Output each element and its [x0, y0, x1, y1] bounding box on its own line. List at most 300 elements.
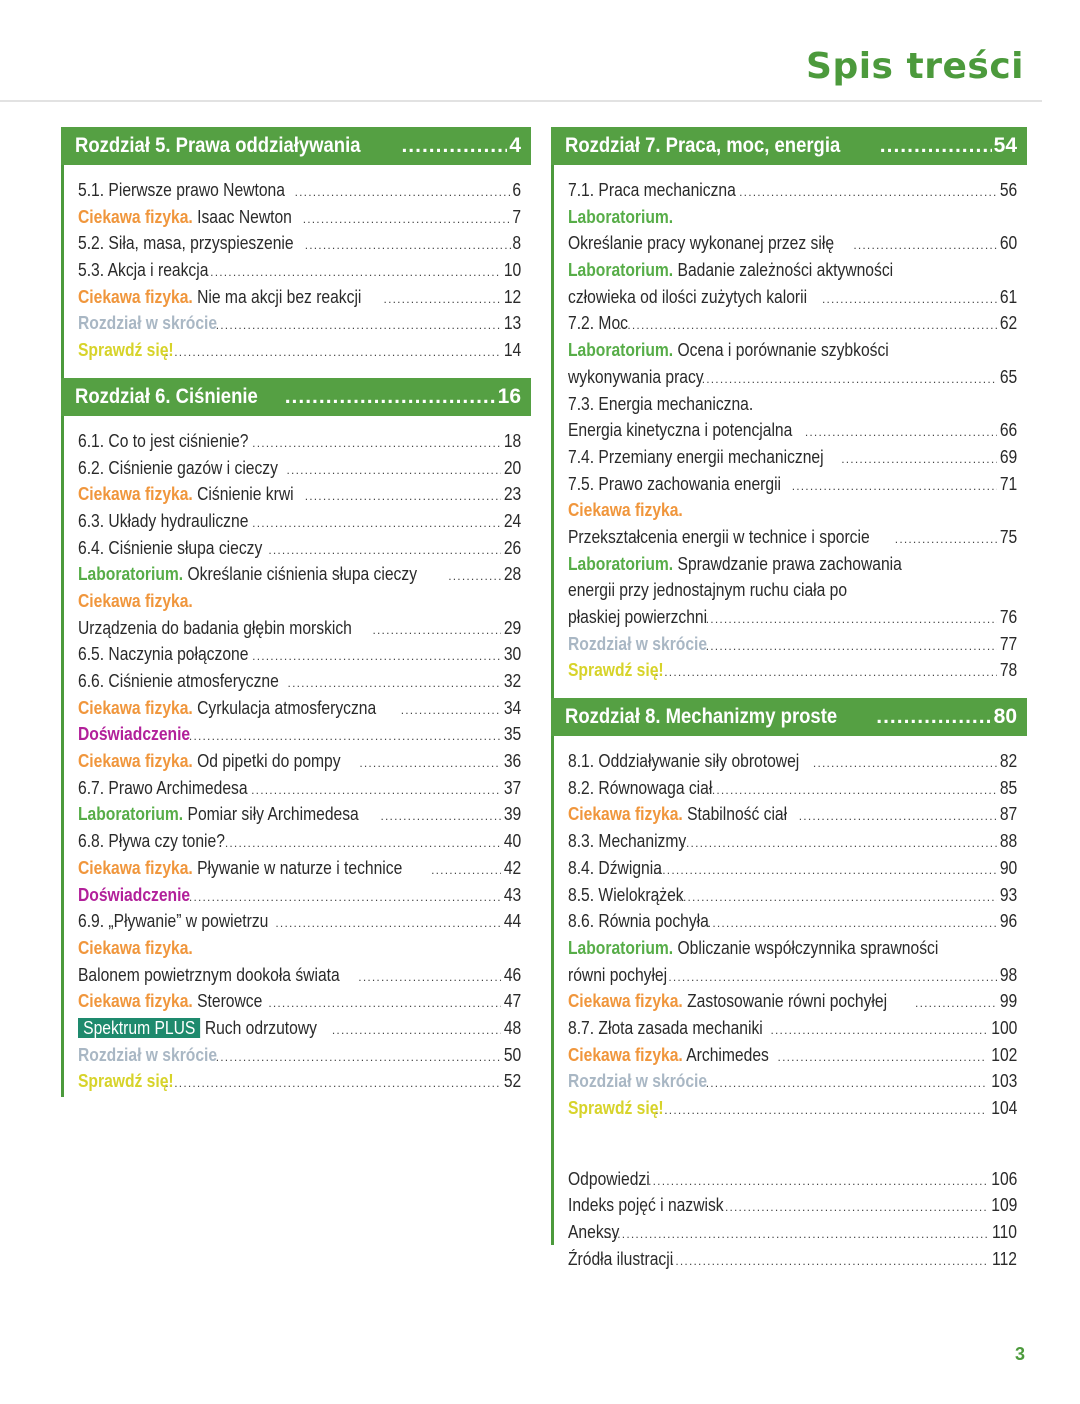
entry-text-wrap	[78, 337, 174, 364]
entry-text-wrap	[78, 935, 193, 962]
entry-page-number: 34	[503, 697, 521, 718]
dot-leader	[184, 723, 500, 748]
toc-entry[interactable]	[78, 695, 521, 722]
toc-entry[interactable]	[568, 962, 1017, 989]
dot-leader	[853, 232, 996, 257]
dot-leader	[822, 286, 997, 311]
dot-leader	[702, 366, 997, 391]
toc-entry[interactable]	[568, 657, 1017, 684]
toc-entry[interactable]	[568, 801, 1017, 828]
entry-text-wrap	[568, 1219, 619, 1246]
toc-entry[interactable]	[78, 337, 521, 364]
laboratorium-label: Laboratorium.	[568, 340, 674, 361]
toc-entry[interactable]	[568, 1192, 1017, 1219]
toc-entry[interactable]	[568, 310, 1017, 337]
entry-title: 7.5. Prawo zachowania energii	[568, 473, 782, 494]
toc-entry[interactable]	[568, 631, 1017, 658]
chapter-entries	[64, 416, 531, 1109]
chapter-page-number: 54	[993, 134, 1017, 157]
entry-title: płaskiej powierzchni	[568, 607, 708, 627]
entry-text-wrap	[568, 444, 824, 471]
toc-entry[interactable]	[78, 988, 521, 1015]
entry-page-number: 40	[503, 831, 521, 852]
entry-title: Energia kinetyczna i potencjalna	[568, 420, 793, 441]
toc-entry[interactable]	[78, 284, 521, 311]
entry-title: 7.2. Moc	[568, 313, 628, 334]
toc-entry[interactable]	[568, 444, 1017, 471]
entry-page-number: 104	[990, 1098, 1017, 1118]
entry-title: Archimedes	[682, 1044, 769, 1065]
dot-leader	[725, 1194, 987, 1219]
entry-text-wrap	[568, 748, 799, 775]
chapter-header[interactable]	[551, 127, 1027, 165]
chapter-page-number: 4	[509, 134, 521, 157]
chapter-title: Rozdział 8. Mechanizmy proste	[565, 705, 838, 729]
dot-leader	[252, 643, 501, 668]
entry-title: 8.3. Mechanizmy	[568, 831, 687, 852]
dot-leader	[678, 884, 996, 909]
toc-entry[interactable]	[78, 508, 521, 535]
dot-leader	[706, 633, 997, 658]
dot-leader	[706, 606, 997, 631]
toc-entry[interactable]	[568, 230, 1017, 257]
dot-leader	[359, 750, 500, 775]
entry-page-number: 14	[503, 340, 521, 361]
toc-entry[interactable]	[78, 535, 521, 562]
entry-page-number: 44	[503, 911, 521, 932]
toc-entry[interactable]	[568, 988, 1017, 1015]
entry-title: 6.5. Naczynia połączone	[78, 644, 249, 665]
entry-text-wrap	[568, 828, 686, 855]
dot-leader	[770, 1017, 986, 1042]
dot-leader	[655, 1097, 986, 1122]
dot-leader	[288, 670, 501, 695]
entry-text-wrap	[78, 668, 279, 695]
entry-page-number: 109	[990, 1195, 1017, 1216]
entry-text-wrap	[568, 657, 664, 684]
entry-title: Obliczanie współczynnika sprawności	[673, 937, 939, 958]
toc-entry[interactable]	[568, 1166, 1017, 1193]
dot-leader	[252, 430, 501, 455]
entry-page-number: 23	[503, 484, 521, 505]
dot-leader	[655, 659, 997, 684]
toc-entry[interactable]	[78, 668, 521, 695]
laboratorium-label: Laboratorium.	[568, 260, 674, 281]
entry-title: Określanie pracy wykonanej przez siłę	[568, 233, 835, 254]
toc-entry[interactable]	[568, 337, 1017, 364]
entry-page-number: 7	[512, 206, 521, 227]
entry-text-wrap	[568, 1246, 673, 1273]
entry-text-wrap	[568, 577, 847, 604]
entry-text-wrap	[78, 508, 248, 535]
entry-text-wrap	[568, 230, 834, 257]
toc-entry[interactable]	[78, 828, 521, 855]
entry-page-number: 65	[999, 366, 1017, 387]
entry-text-wrap	[78, 775, 248, 802]
toc-entry[interactable]	[568, 908, 1017, 935]
entry-text-wrap	[568, 310, 628, 337]
toc-entry[interactable]	[568, 882, 1017, 909]
ciekawa-fizyka-label: Ciekawa fizyka.	[568, 1044, 683, 1065]
entry-text-wrap	[78, 801, 359, 828]
chapter-header[interactable]	[61, 378, 531, 416]
entry-title: Pomiar siły Archimedesa	[183, 804, 359, 825]
toc-entry[interactable]	[568, 177, 1017, 204]
toc-entry[interactable]	[78, 230, 521, 257]
entry-title: Źródła ilustracji	[568, 1248, 674, 1269]
entry-page-number: 52	[503, 1071, 521, 1092]
entry-text-wrap	[78, 535, 262, 562]
dot-leader	[225, 830, 501, 855]
dot-leader	[332, 1017, 501, 1042]
sprawdz-sie-label: Sprawdź się!	[78, 1071, 174, 1092]
rozdzial-w-skrocie-label: Rozdział w skrócie	[78, 1044, 218, 1065]
dot-leader	[653, 857, 997, 882]
toc-entry[interactable]	[78, 1068, 521, 1095]
entry-title: Indeks pojęć i nazwisk	[568, 1195, 724, 1216]
ciekawa-fizyka-label: Ciekawa fizyka.	[78, 857, 193, 878]
entry-title: 8.2. Równowaga ciał	[568, 777, 713, 798]
entry-page-number: 10	[503, 260, 521, 281]
toc-entry[interactable]	[78, 748, 521, 775]
dot-leader	[216, 312, 501, 337]
page-number: 3	[1014, 1344, 1025, 1364]
dot-leader	[303, 206, 511, 231]
entry-title: 6.4. Ciśnienie słupa cieczy	[78, 537, 263, 558]
doswiadczenie-label: Doświadczenie	[78, 724, 191, 745]
chapter-entries	[554, 736, 1027, 1136]
entry-page-number: 110	[992, 1222, 1017, 1243]
entry-title: równi pochyłej	[568, 964, 668, 985]
toc-entry[interactable]	[568, 935, 1017, 962]
entry-text-wrap	[568, 1042, 769, 1069]
dot-leader	[165, 1070, 501, 1095]
entry-title: Sterowce	[192, 991, 263, 1012]
toc-entry[interactable]	[78, 257, 521, 284]
toc-entry[interactable]	[78, 775, 521, 802]
toc-entry[interactable]	[568, 1246, 1017, 1273]
entry-page-number: 69	[999, 446, 1017, 467]
ciekawa-fizyka-label: Ciekawa fizyka.	[78, 286, 193, 307]
entry-page-number: 75	[999, 526, 1017, 547]
entry-page-number: 102	[990, 1044, 1017, 1065]
entry-page-number: 42	[503, 857, 521, 878]
toc-entry[interactable]	[568, 497, 1017, 524]
toc-column-right	[551, 127, 1027, 1269]
entry-title: Urządzenia do badania głębin morskich	[78, 617, 352, 638]
toc-entry[interactable]	[78, 204, 521, 231]
toc-entry[interactable]	[568, 577, 1017, 604]
toc-entry[interactable]	[78, 428, 521, 455]
entry-text-wrap	[568, 604, 707, 631]
dot-leader	[268, 990, 500, 1015]
entry-page-number: 12	[503, 286, 521, 307]
toc-entry[interactable]	[78, 801, 521, 828]
entry-page-number: 46	[503, 964, 521, 985]
entry-title: 8.1. Oddziaływanie siły obrotowej	[568, 751, 800, 772]
entry-page-number: 29	[503, 617, 521, 638]
entry-title: 8.5. Wielokrążek	[568, 884, 684, 905]
toc-entry[interactable]	[568, 1015, 1017, 1042]
rozdzial-w-skrocie-label: Rozdział w skrócie	[568, 633, 708, 654]
ciekawa-fizyka-label: Ciekawa fizyka.	[78, 991, 193, 1012]
chapter-5	[64, 127, 531, 378]
entry-text-wrap	[78, 882, 190, 909]
toc-entry[interactable]	[568, 604, 1017, 631]
dot-leader	[384, 286, 501, 311]
entry-text-wrap	[568, 337, 889, 364]
entry-page-number: 93	[999, 884, 1017, 905]
dot-leader	[251, 777, 501, 802]
dot-leader	[448, 563, 501, 588]
entry-page-number: 61	[999, 286, 1017, 307]
entry-text-wrap	[78, 721, 190, 748]
toc-entry[interactable]	[568, 828, 1017, 855]
toc-entry[interactable]	[568, 1095, 1017, 1122]
toc-entry[interactable]	[568, 775, 1017, 802]
entry-text-wrap	[78, 962, 340, 989]
dot-leader	[275, 910, 500, 935]
chapter-entries	[554, 165, 1027, 698]
ciekawa-fizyka-label: Ciekawa fizyka.	[78, 751, 193, 772]
toc-entry[interactable]	[78, 1015, 521, 1042]
chapter-header[interactable]	[551, 698, 1027, 736]
entry-title: Aneksy	[568, 1222, 620, 1243]
back-matter	[554, 1136, 1027, 1273]
entry-title: Nie ma akcji bez reakcji	[192, 286, 362, 307]
dot-leader	[252, 510, 501, 535]
toc-entry[interactable]	[568, 524, 1017, 551]
toc-entry[interactable]	[78, 721, 521, 748]
entry-text-wrap	[78, 177, 285, 204]
toc-entry[interactable]	[568, 855, 1017, 882]
entry-page-number: 98	[999, 964, 1017, 985]
dot-leader	[380, 803, 500, 828]
entry-text-wrap	[78, 828, 225, 855]
entry-title: 6.1. Co to jest ciśnienie?	[78, 430, 249, 451]
dot-leader	[706, 1070, 987, 1095]
entry-text-wrap	[568, 908, 709, 935]
entry-text-wrap	[78, 855, 402, 882]
rozdzial-w-skrocie-label: Rozdział w skrócie	[568, 1071, 708, 1092]
dot-leader	[206, 259, 501, 284]
entry-text-wrap	[78, 310, 217, 337]
dot-leader	[666, 1248, 988, 1273]
entry-page-number: 56	[999, 180, 1017, 200]
chapter-title: Rozdział 6. Ciśnienie	[75, 384, 258, 408]
toc-entry[interactable]	[78, 962, 521, 989]
entry-page-number: 71	[999, 473, 1017, 494]
toc-entry[interactable]	[568, 551, 1017, 578]
ciekawa-fizyka-label: Ciekawa fizyka.	[78, 937, 193, 958]
entry-title: Określanie ciśnienia słupa cieczy	[183, 564, 418, 585]
entry-title: człowieka od ilości zużytych kalorii	[568, 286, 808, 307]
dot-leader	[895, 526, 997, 551]
entry-title: Balonem powietrznym dookoła świata	[78, 964, 340, 985]
entry-title: Od pipetki do pompy	[192, 751, 341, 772]
entry-title: 6.9. „Pływanie” w powietrzu	[78, 911, 269, 932]
toc-entry[interactable]	[78, 908, 521, 935]
entry-title: 8.6. Równia pochyła	[568, 911, 709, 932]
chapter-title: Rozdział 5. Prawa oddziaływania	[75, 134, 361, 157]
toc-entry[interactable]	[568, 391, 1017, 418]
chapter-entries	[64, 165, 531, 378]
entry-page-number: 26	[503, 537, 521, 558]
title-divider	[0, 100, 1042, 102]
entry-page-number: 20	[503, 457, 521, 478]
entry-title: 6.2. Ciśnienie gazów i cieczy	[78, 457, 278, 478]
dot-leader	[614, 312, 997, 337]
dot-leader	[305, 232, 511, 257]
dot-leader	[358, 964, 500, 989]
entry-text-wrap	[568, 497, 683, 524]
dot-leader	[287, 457, 501, 482]
page-title: Spis treści	[806, 46, 1024, 87]
entry-page-number: 76	[999, 607, 1017, 627]
entry-page-number: 112	[992, 1248, 1017, 1269]
entry-title: 7.4. Przemiany energii mechanicznej	[568, 446, 824, 467]
entry-text-wrap	[78, 481, 294, 508]
toc-entry[interactable]	[568, 284, 1017, 311]
sprawdz-sie-label: Sprawdź się!	[568, 1098, 664, 1118]
doswiadczenie-label: Doświadczenie	[78, 884, 191, 905]
dot-leader	[813, 750, 997, 775]
toc-entry[interactable]	[568, 1219, 1017, 1246]
entry-title: 5.3. Akcja i reakcja	[78, 260, 209, 281]
dot-leader	[401, 697, 501, 722]
chapter-header[interactable]	[61, 127, 531, 165]
entry-title: 7.3. Energia mechaniczna.	[568, 393, 754, 414]
entry-title: 7.1. Praca mechaniczna	[568, 180, 736, 200]
toc-entry[interactable]	[78, 177, 521, 204]
entry-title: Sprawdzanie prawa zachowania	[673, 553, 902, 574]
toc-entry[interactable]	[568, 471, 1017, 498]
dot-leader	[401, 134, 507, 158]
entry-page-number: 106	[990, 1168, 1017, 1189]
entry-text-wrap	[78, 230, 294, 257]
entry-text-wrap	[568, 631, 707, 658]
entry-title: energii przy jednostajnym ruchu ciała po	[568, 580, 848, 601]
entry-title: 5.2. Siła, masa, przyspieszenie	[78, 233, 294, 254]
toc-entry[interactable]	[78, 481, 521, 508]
entry-text-wrap	[568, 935, 938, 962]
entry-text-wrap	[568, 988, 887, 1015]
entry-page-number: 37	[503, 777, 521, 798]
entry-text-wrap	[78, 1042, 217, 1069]
entry-page-number: 88	[999, 831, 1017, 852]
ciekawa-fizyka-label: Ciekawa fizyka.	[568, 804, 683, 825]
toc-entry[interactable]	[78, 855, 521, 882]
ciekawa-fizyka-label: Ciekawa fizyka.	[568, 991, 683, 1012]
entry-text-wrap	[78, 988, 262, 1015]
entry-title: wykonywania pracy	[568, 366, 704, 387]
entry-page-number: 18	[503, 430, 521, 451]
dot-leader	[880, 134, 992, 158]
entry-page-number: 66	[999, 420, 1017, 441]
entry-text-wrap	[78, 284, 361, 311]
entry-title: 6.6. Ciśnienie atmosferyczne	[78, 671, 279, 691]
entry-title: 6.7. Prawo Archimedesa	[78, 777, 248, 798]
entry-text-wrap	[568, 524, 870, 551]
entry-text-wrap	[568, 775, 712, 802]
toc-entry[interactable]	[78, 935, 521, 962]
ciekawa-fizyka-label: Ciekawa fizyka.	[78, 590, 193, 611]
dot-leader	[659, 964, 997, 989]
dot-leader	[708, 910, 997, 935]
entry-page-number: 36	[503, 751, 521, 772]
ciekawa-fizyka-label: Ciekawa fizyka.	[78, 206, 193, 227]
toc-entry[interactable]	[78, 455, 521, 482]
dot-leader	[805, 419, 997, 444]
entry-page-number: 47	[503, 991, 521, 1012]
dot-leader	[165, 339, 501, 364]
entry-text-wrap	[78, 1015, 317, 1042]
entry-text-wrap	[568, 471, 781, 498]
entry-title: Ciśnienie krwi	[192, 484, 294, 505]
dot-leader	[372, 617, 500, 642]
entry-title: 8.7. Złota zasada mechaniki	[568, 1017, 763, 1038]
entry-title: 6.3. Układy hydrauliczne	[78, 510, 249, 531]
entry-title: Stabilność ciał	[682, 804, 788, 825]
toc-entry[interactable]	[78, 641, 521, 668]
entry-title: Zastosowanie równi pochyłej	[682, 991, 888, 1012]
entry-text-wrap	[78, 695, 376, 722]
entry-text-wrap	[78, 641, 248, 668]
entry-page-number: 99	[999, 991, 1017, 1012]
spektrum-plus-badge: Spektrum PLUS	[78, 1018, 200, 1038]
toc-entry[interactable]	[568, 257, 1017, 284]
entry-title: Przekształcenia energii w technice i sporcie	[568, 526, 870, 547]
toc-entry[interactable]	[568, 1042, 1017, 1069]
dot-leader	[639, 1168, 987, 1193]
dot-leader	[739, 179, 997, 204]
toc-entry[interactable]	[78, 588, 521, 615]
dot-leader	[285, 385, 496, 409]
toc-entry[interactable]	[568, 1068, 1017, 1095]
chapter-7	[554, 127, 1027, 698]
toc-entry[interactable]	[78, 310, 521, 337]
entry-page-number: 90	[999, 857, 1017, 878]
toc-entry[interactable]	[78, 561, 521, 588]
entry-text-wrap	[568, 417, 792, 444]
laboratorium-label: Laboratorium.	[568, 206, 674, 227]
entry-page-number: 50	[503, 1044, 521, 1065]
dot-leader	[841, 446, 997, 471]
dot-leader	[216, 1044, 501, 1069]
entry-title: Badanie zależności aktywności	[673, 260, 894, 281]
toc-entry[interactable]	[568, 417, 1017, 444]
ciekawa-fizyka-label: Ciekawa fizyka.	[568, 500, 683, 521]
toc-entry[interactable]	[568, 204, 1017, 231]
entry-text-wrap	[568, 364, 704, 391]
toc-entry[interactable]	[568, 748, 1017, 775]
ciekawa-fizyka-label: Ciekawa fizyka.	[78, 484, 193, 505]
toc-entry[interactable]	[78, 1042, 521, 1069]
entry-title: 8.4. Dźwignia	[568, 857, 662, 878]
toc-entry[interactable]	[568, 364, 1017, 391]
dot-leader	[604, 1221, 988, 1246]
toc-entry[interactable]	[78, 882, 521, 909]
entry-text-wrap	[568, 1192, 724, 1219]
toc-entry[interactable]	[78, 615, 521, 642]
dot-leader	[778, 1044, 987, 1069]
entry-text-wrap	[568, 177, 736, 204]
dot-leader	[295, 179, 511, 204]
entry-title: Isaac Newton	[192, 206, 292, 227]
entry-text-wrap	[568, 284, 807, 311]
chapter-page-number: 16	[497, 384, 521, 408]
entry-title: 6.8. Pływa czy tonie?	[78, 831, 225, 852]
